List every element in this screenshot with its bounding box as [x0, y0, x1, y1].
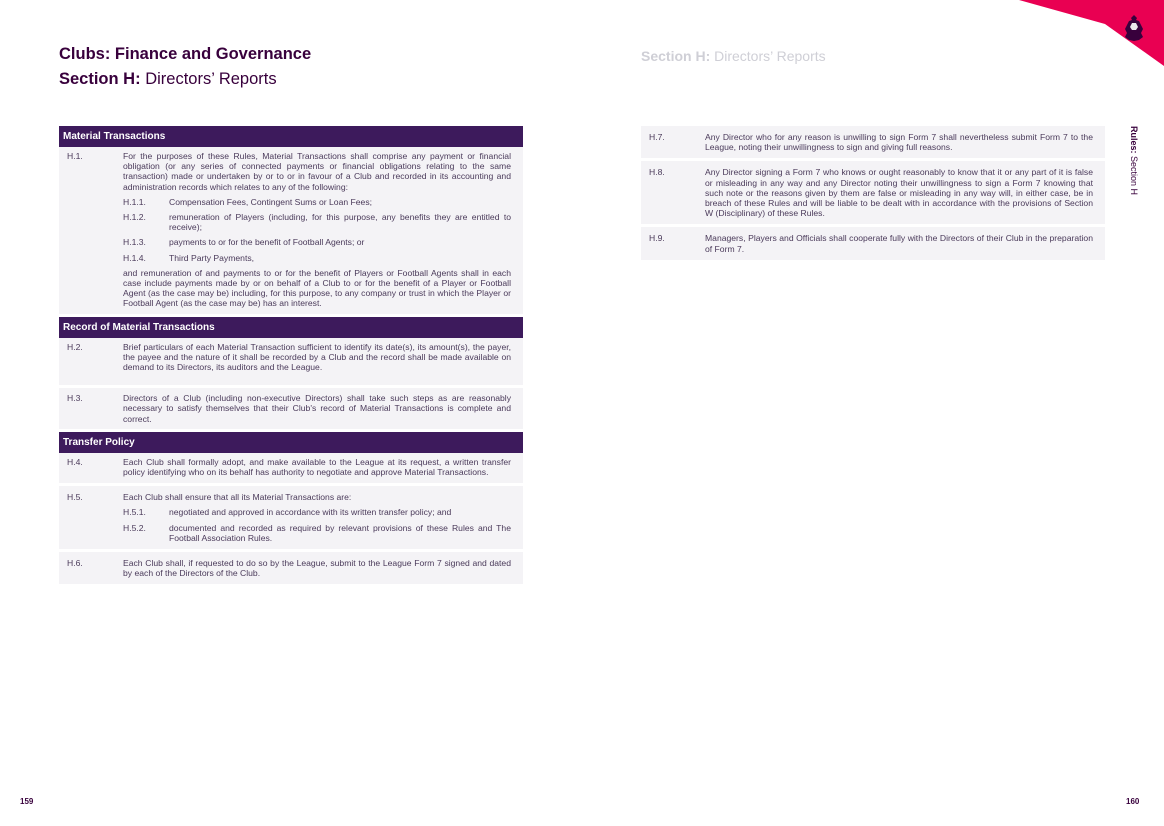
rule-number: H.8. [649, 167, 665, 178]
sub-rule-number: H.5.2. [123, 522, 146, 533]
sub-rule-text: remuneration of Players (including, for this purpose, any benefits they are entitled to receive); [169, 212, 511, 233]
sub-rule-number: H.1.2. [123, 212, 146, 223]
sub-rule-h5-2 [123, 523, 511, 543]
rule-number: H.4. [67, 456, 83, 467]
sub-rule-h1-1 [123, 197, 511, 207]
section-header-transfer-policy: Transfer Policy [59, 432, 523, 453]
sub-rule-number: H.1.3. [123, 237, 146, 248]
rule-tail-text: and remuneration of and payments to or for the benefit of Players or Football Agents shall in each case include payments made by or on behalf of a Club to or for the benefit of a Player or Football Agent (as the case may be) including, for this purpose, to any company or trust in which the Player or Football Agent (as the case may be) has an interest. [123, 267, 511, 309]
rule-number: H.9. [649, 233, 665, 244]
sub-rule-text: Compensation Fees, Contingent Sums or Loan Fees; [169, 196, 373, 207]
rule-text: Brief particulars of each Material Transaction sufficient to identify its date(s), its amount(s), the payer, the payee and the nature of it shall be recorded by a Club and the record shall be made available on demand to its Directors, its auditors and the League. [123, 341, 511, 373]
rule-text: For the purposes of these Rules, Material Transactions shall comprise any payment or financial obligation (or any series of connected payments or financial obligations relating to the same transaction) made or undertaken by or to or in favour of a Club and recorded in its accounting and administration records which relates to any of the following: [123, 151, 511, 192]
section-header-material-transactions: Material Transactions [59, 126, 523, 147]
page-number-left: 159 [20, 797, 34, 806]
page-title: Clubs: Finance and Governance [59, 45, 312, 63]
section-title [59, 70, 277, 89]
page-number-right: 160 [1126, 797, 1140, 806]
right-column [641, 126, 1105, 263]
rule-h8 [641, 161, 1105, 224]
rule-number: H.5. [67, 492, 83, 503]
side-tab [1129, 126, 1139, 195]
rule-text: Any Director who for any reason is unwilling to sign Form 7 shall nevertheless submit Form 7 to the League, noting their unwillingness to sign and giving full reasons. [705, 132, 1093, 153]
rule-number: H.1. [67, 151, 83, 161]
sub-rule-text: payments to or for the benefit of Football Agents; or [169, 237, 365, 248]
rule-number: H.6. [67, 558, 83, 569]
right-section-title [641, 48, 826, 64]
rule-text: Directors of a Club (including non-executive Directors) shall take such steps as are reasonably necessary to satisfy themselves that their Club's record of Material Transactions is complete and correct. [123, 393, 511, 424]
sub-rule-number: H.1.4. [123, 252, 146, 263]
sub-rule-h1-4 [123, 253, 511, 263]
sub-rule-text: Third Party Payments, [169, 252, 255, 263]
rule-h2 [59, 338, 523, 386]
right-section-name: Directors’ Reports [714, 48, 826, 64]
section-name: Directors’ Reports [145, 70, 277, 88]
sub-rule-number: H.1.1. [123, 196, 146, 207]
sub-rule-h1-3 [123, 237, 511, 247]
lion-crest-icon [1122, 14, 1146, 42]
rule-h6 [59, 552, 523, 584]
side-tab-rest: Section H [1129, 156, 1139, 196]
right-section-label: Section H: [641, 48, 711, 64]
sub-rule-text: negotiated and approved in accordance with its written transfer policy; and [169, 507, 452, 518]
rule-number: H.3. [67, 393, 83, 404]
left-column [59, 126, 523, 587]
rule-h3 [59, 388, 523, 429]
rule-h9 [641, 227, 1105, 259]
rule-number: H.2. [67, 341, 83, 352]
sub-rule-h5-1 [123, 507, 511, 517]
rule-number: H.7. [649, 132, 665, 142]
rule-h4 [59, 453, 523, 483]
rule-h1 [59, 147, 523, 314]
sub-rule-h1-2 [123, 212, 511, 232]
rule-text: Any Director signing a Form 7 who knows or ought reasonably to know that it or any part of it is false or misleading in any way and any Director noting their unwillingness to sign a Form 7 knowing that such note or the reasons given by them are false or misleading in any way will, in either case, be in breach of these Rules and will be liable to be dealt with in accordance with the provisions of Section W (Disciplinary) of these Rules. [705, 167, 1093, 219]
rule-h5 [59, 486, 523, 549]
section-label: Section H: [59, 70, 141, 88]
rule-text: Each Club shall, if requested to do so by the League, submit to the League Form 7 signed and dated by each of the Directors of the Club. [123, 558, 511, 579]
rule-text: Each Club shall ensure that all its Material Transactions are: [123, 492, 352, 503]
side-tab-bold: Rules: [1129, 126, 1139, 154]
rule-h7 [641, 126, 1105, 158]
rule-text: Each Club shall formally adopt, and make available to the League at its request, a written transfer policy identifying who on its behalf has authority to negotiate and approve Material Transactions. [123, 456, 511, 478]
section-header-record: Record of Material Transactions [59, 317, 523, 338]
rule-text: Managers, Players and Officials shall cooperate fully with the Directors of their Club in the preparation of Form 7. [705, 233, 1093, 254]
sub-rule-text: documented and recorded as required by relevant provisions of these Rules and The Football Association Rules. [169, 522, 511, 543]
sub-rule-number: H.5.1. [123, 507, 146, 518]
